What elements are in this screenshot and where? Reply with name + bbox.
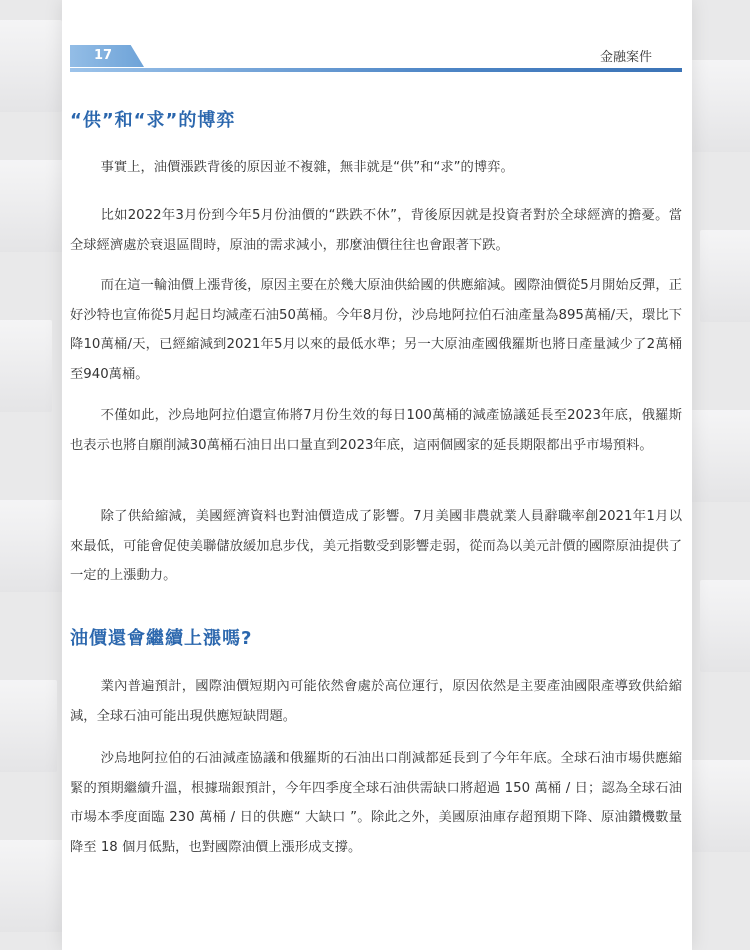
paragraph: 事實上，油價漲跌背後的原因並不複雜，無非就是“供”和“求”的博弈。 (100, 160, 514, 175)
section-heading-outlook: 油價還會繼續上漲嗎? (70, 628, 253, 649)
document-page (62, 0, 692, 950)
section-heading-supply-demand: “供”和“求”的博弈 (70, 110, 236, 131)
paragraph: 除了供給縮減，美國經濟資料也對油價造成了影響。7月美國非農就業人員辭職率創2021年1月以來最低，可能會促使美聯儲放緩加息步伐，美元指數受到影響走弱，從而為以美元計價的國際原油提供了一定的上漲動力。 (70, 509, 682, 583)
page-header (70, 44, 682, 76)
header-divider (70, 68, 682, 72)
paragraph: 不僅如此，沙烏地阿拉伯還宣佈將7月份生效的每日100萬桶的減產協議延長至2023年底，俄羅斯也表示也將自願削減30萬桶石油日出口量直到2023年底，這兩個國家的延長期限都出乎市場預料。 (70, 408, 682, 453)
paragraph: 比如2022年3月份到今年5月份油價的“跌跌不休”，背後原因就是投資者對於全球經濟的擔憂。當全球經濟處於衰退區間時，原油的需求減小，那麼油價往往也會跟著下跌。 (70, 208, 682, 253)
paragraph: 業內普遍預計，國際油價短期內可能依然會處於高位運行，原因依然是主要產油國限產導致供給縮減，全球石油可能出現供應短缺問題。 (70, 679, 682, 724)
section-title: 金融案件 (599, 50, 652, 65)
paragraph: 沙烏地阿拉伯的石油減產協議和俄羅斯的石油出口削減都延長到了今年年底。全球石油市場供應縮緊的預期繼續升溫，根據瑞銀預計，今年四季度全球石油供需缺口將超過 150 萬桶 / 日；認為全球石油市場本季度面臨 230 萬桶 / 日的供應“ 大缺口 ”。除此之外，美國原油庫存超預期下降、原油鑽機數量降至 18 個月低點，也對國際油價上漲形成支撐。 (70, 751, 682, 855)
paragraph: 而在這一輪油價上漲背後，原因主要在於幾大原油供給國的供應縮減。國際油價從5月開始反彈，正好沙特也宣佈從5月起日均減產石油50萬桶。今年8月份，沙烏地阿拉伯石油產量為895萬桶/天，環比下降10萬桶/天，已經縮減到2021年5月以來的最低水準；另一大原油產國俄羅斯也將日產量減少了2萬桶至940萬桶。 (70, 278, 682, 382)
page-number: 17 (94, 48, 113, 63)
